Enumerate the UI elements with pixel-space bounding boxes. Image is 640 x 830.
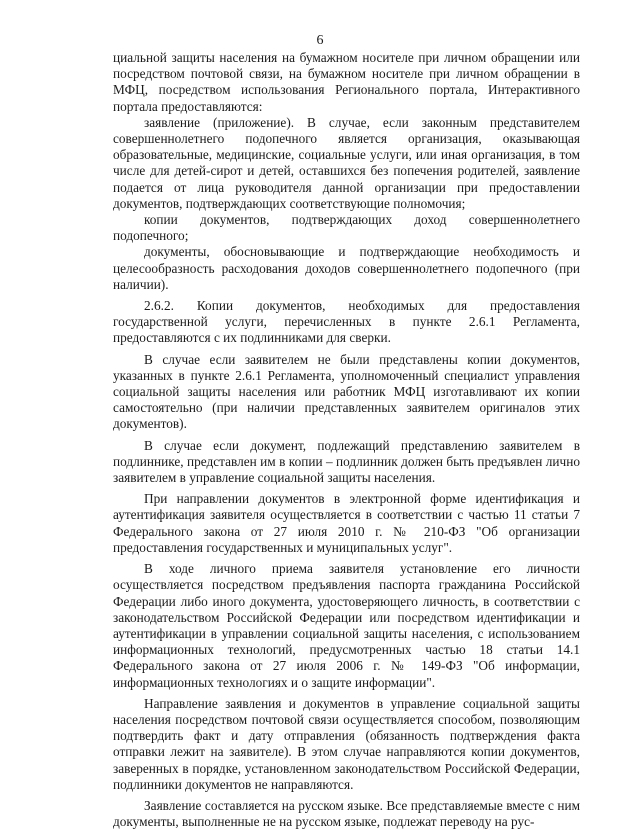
paragraph: Направление заявления и документов в управление социальной защиты населения посредством почтовой связи осуществляется способом, позволяющим подтвердить факт и дату отправления (обязанность подтверждения факта отправки лежит на заявителе). В этом случае направляются копии документов, заверенных в порядке, установленном законодательством Российской Федерации, подлинники документов не направляются. — [113, 695, 580, 792]
document-body — [113, 50, 580, 830]
paragraph: При направлении документов в электронной форме идентификация и аутентификация заявителя осуществляется в соответствии с частью 11 статьи 7 Федерального закона от 27 июля 2010 г. № 210-ФЗ "Об организации предоставления государственных и муниципальных услуг". — [113, 491, 580, 555]
paragraph: В случае если документ, подлежащий представлению заявителем в подлиннике, представлен им в копии – подлинник должен быть предъявлен лично заявителем в управление социальной защиты населения. — [113, 437, 580, 486]
paragraph: копии документов, подтверждающих доход совершеннолетнего подопечного; — [113, 212, 580, 244]
paragraph: циальной защиты населения на бумажном носителе при личном обращении или посредством почтовой связи, на бумажном носителе при личном обращении в МФЦ, посредством использования Регионального портала, Интерактивного портала предоставляются: — [113, 50, 580, 114]
page-number: 6 — [316, 33, 324, 48]
paragraph: документы, обосновывающие и подтверждающие необходимость и целесообразность расходования доходов совершеннолетнего подопечного (при наличии). — [113, 244, 580, 292]
paragraph: В случае если заявителем не были представлены копии документов, указанных в пункте 2.6.1 Регламента, уполномоченный специалист управления социальной защиты населения или работник МФЦ изготавливают их копии самостоятельно (при наличии представленных заявителем оригиналов этих документов). — [113, 351, 580, 432]
paragraph: Заявление составляется на русском языке. Все представляемые вместе с ним документы, выполненные не на русском языке, подлежат переводу на рус- — [113, 797, 580, 830]
paragraph: В ходе личного приема заявителя установление его личности осуществляется посредством предъявления паспорта гражданина Российской Федерации либо иного документа, удостоверяющего личность, в соответствии с законодательством Российской Федерации или посредством идентификации и аутентификации в управлении социальной защиты населения, с использованием информационных технологий, предусмотренных частью 18 статьи 14.1 Федерального закона от 27 июля 2006 г. № 149-ФЗ "Об информации, информационных технологиях и о защите информации". — [113, 561, 580, 690]
paragraph: 2.6.2. Копии документов, необходимых для предоставления государственной услуги, перечисленных в пункте 2.6.1 Регламента, предоставляются с их подлинниками для сверки. — [113, 298, 580, 346]
paragraph: заявление (приложение). В случае, если законным представителем совершеннолетнего подопечного является организация, оказывающая образовательные, медицинские, социальные услуги, или иная организация, в том числе для детей-сирот и детей, оставшихся без попечения родителей, заявление подается от лица руководителя данной организации при предоставлении документов, подтверждающих соответствующие полномочия; — [113, 114, 580, 211]
